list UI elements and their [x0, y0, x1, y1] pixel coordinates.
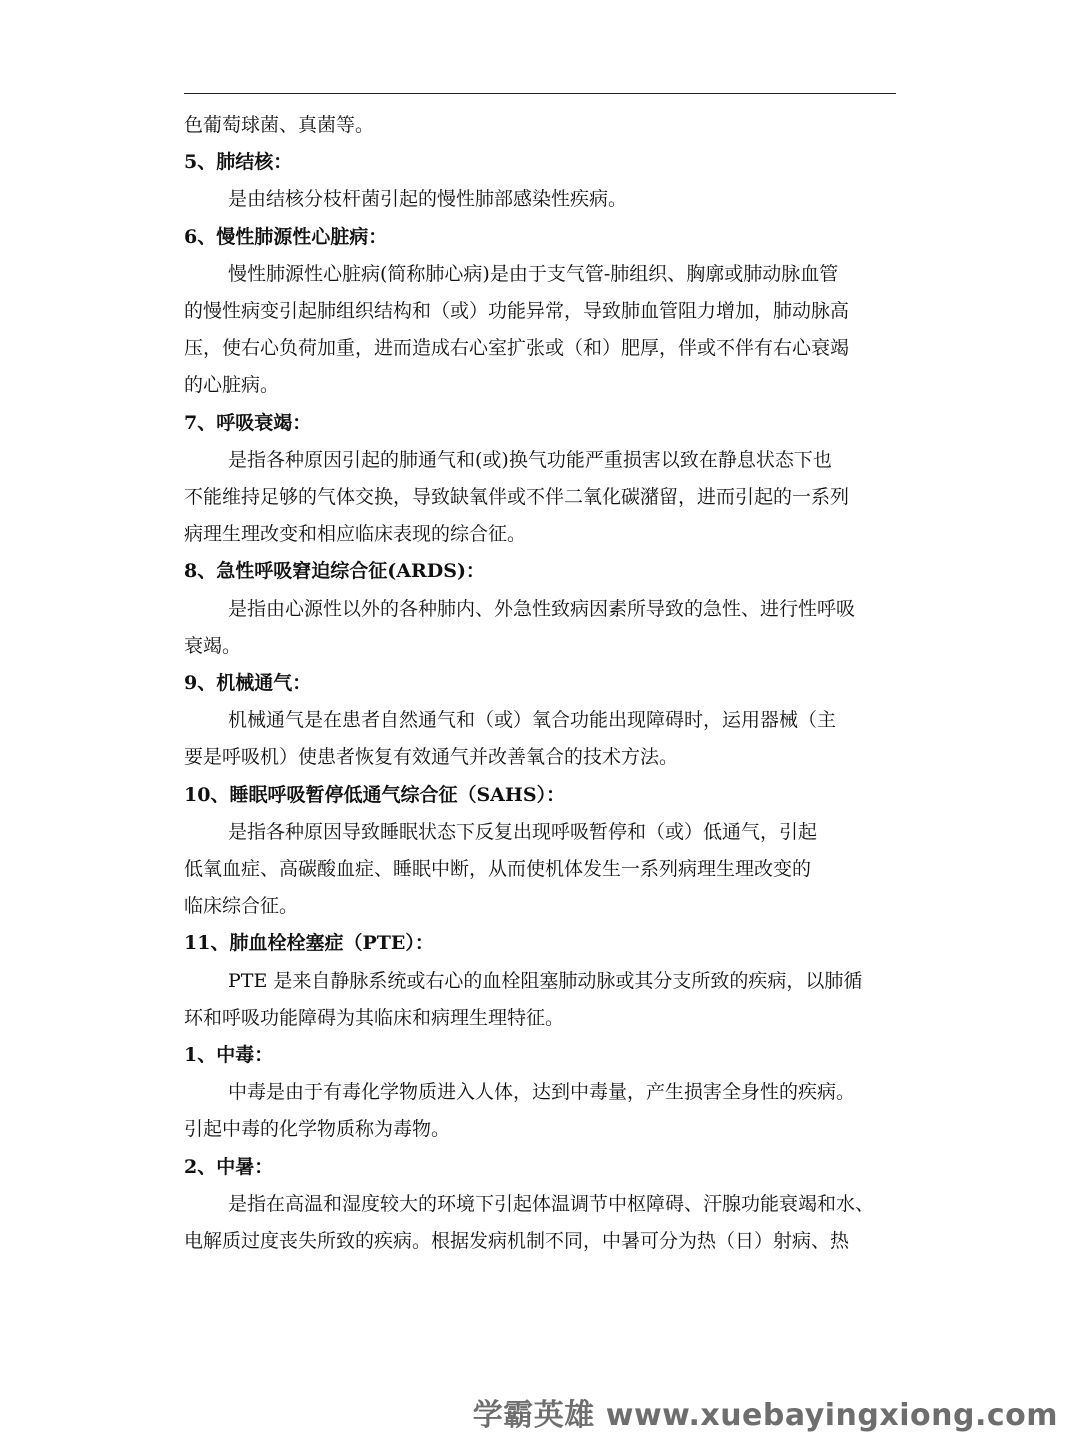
paragraph-line: 是指在高温和湿度较大的环境下引起体温调节中枢障碍、汗腺功能衰竭和水、: [228, 1192, 875, 1215]
paragraph-line: 中毒是由于有毒化学物质进入人体，达到中毒量，产生损害全身性的疾病。: [228, 1081, 856, 1104]
section-heading: 11、肺血栓栓塞症（PTE）：: [184, 932, 434, 955]
paragraph-line: PTE 是来自静脉系统或右心的血栓阻塞肺动脉或其分支所致的疾病，以肺循: [228, 969, 863, 992]
section-heading: 9、机械通气：: [184, 672, 312, 694]
paragraph-line: 色葡萄球菌、真菌等。: [184, 114, 375, 136]
paragraph-line: 的慢性病变引起肺组织结构和（或）功能异常，导致肺血管阻力增加，肺动脉高: [184, 300, 850, 322]
section-heading: 10、睡眠呼吸暂停低通气综合征（SAHS）：: [184, 783, 566, 806]
paragraph-line: 是由结核分枝杆菌引起的慢性肺部感染性疾病。: [228, 188, 628, 211]
paragraph-line: 是指各种原因导致睡眠状态下反复出现呼吸暂停和（或）低通气，引起: [228, 820, 818, 843]
paragraph-line: 的心脏病。: [184, 374, 280, 397]
paragraph-line: 机械通气是在患者自然通气和（或）氧合功能出现障碍时，运用器械（主: [228, 709, 837, 732]
paragraph-line: 临床综合征。: [184, 895, 299, 918]
site-watermark: 学霸英雄 www.xuebayingxiong.com: [472, 1398, 1058, 1433]
header-rule: [184, 93, 896, 94]
paragraph-line: 要是呼吸机）使患者恢复有效通气并改善氧合的技术方法。: [184, 746, 679, 769]
paragraph-line: 压，使右心负荷加重，进而造成右心室扩张或（和）肥厚，伴或不伴有右心衰竭: [184, 337, 850, 360]
paragraph-line: 环和呼吸功能障碍为其临床和病理生理特征。: [184, 1006, 565, 1029]
paragraph-line: 衰竭。: [184, 634, 242, 657]
paragraph-line: 是指各种原因引起的肺通气和(或)换气功能严重损害以致在静息状态下也: [228, 448, 832, 471]
section-heading: 1、中毒：: [184, 1044, 274, 1066]
paragraph-line: 电解质过度丧失所致的疾病。根据发病机制不同，中暑可分为热（日）射病、热: [184, 1230, 850, 1252]
paragraph-line: 慢性肺源性心脏病(简称肺心病)是由于支气管-肺组织、胸廓或肺动脉血管: [228, 262, 839, 285]
paragraph-line: 是指由心源性以外的各种肺内、外急性致病因素所导致的急性、进行性呼吸: [228, 597, 856, 620]
section-heading: 8、急性呼吸窘迫综合征(ARDS)：: [184, 560, 485, 583]
paragraph-line: 病理生理改变和相应临床表现的综合征。: [184, 523, 527, 546]
section-heading: 2、中暑：: [184, 1155, 274, 1178]
section-heading: 7、呼吸衰竭：: [184, 411, 312, 434]
paragraph-line: 低氧血症、高碳酸血症、睡眠中断，从而使机体发生一系列病理生理改变的: [184, 858, 812, 880]
section-heading: 6、慢性肺源性心脏病：: [184, 225, 388, 248]
paragraph-line: 引起中毒的化学物质称为毒物。: [184, 1118, 451, 1141]
section-heading: 5、肺结核：: [184, 151, 293, 174]
paragraph-line: 不能维持足够的气体交换，导致缺氧伴或不伴二氧化碳潴留，进而引起的一系列: [184, 486, 850, 508]
